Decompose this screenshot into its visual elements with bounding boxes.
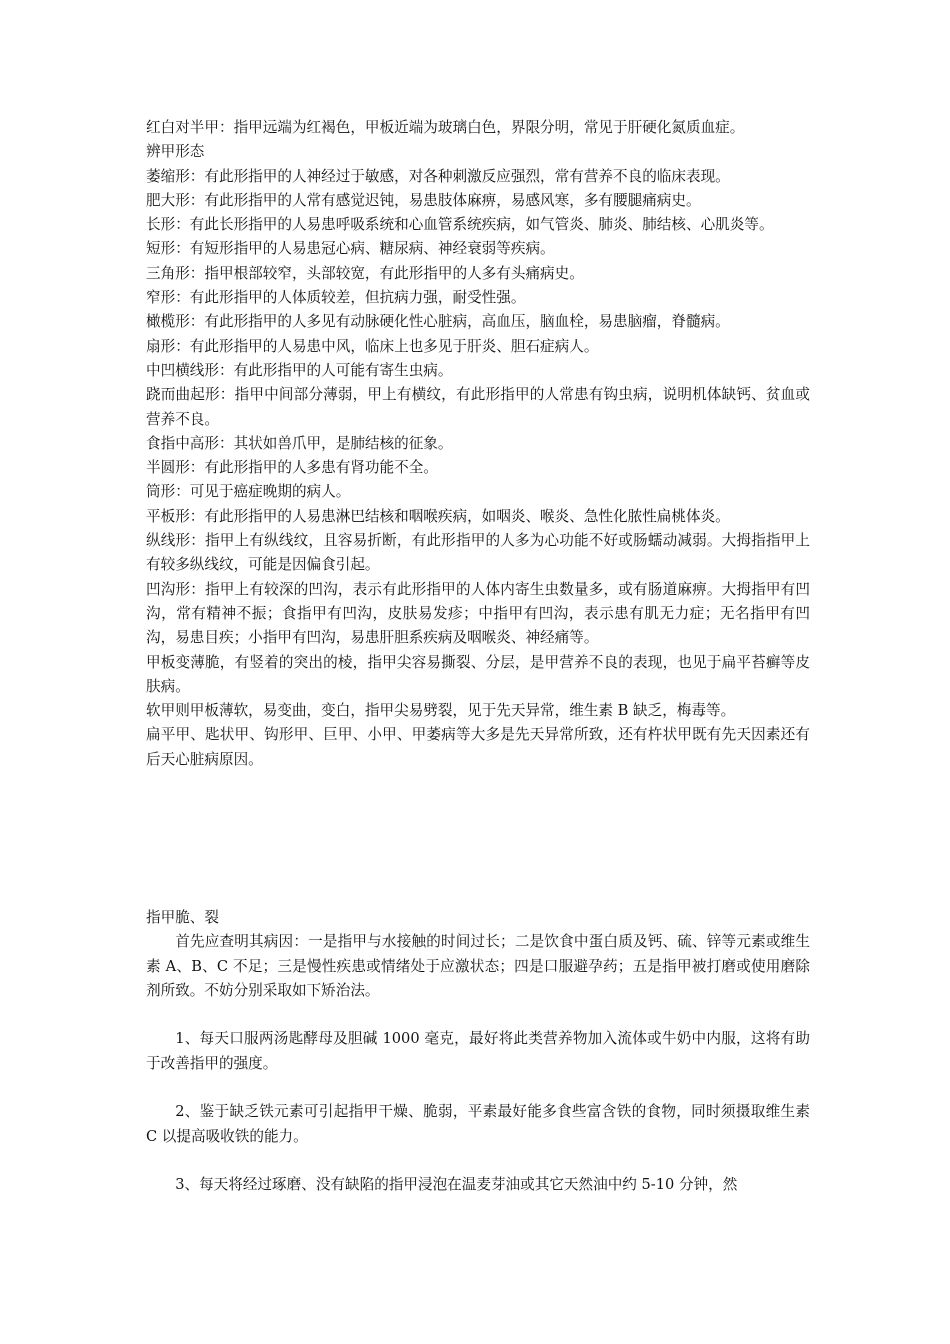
paragraph: 橄榄形：有此形指甲的人多见有动脉硬化性心脏病，高血压，脑血栓，易患脑瘤，脊髓病。 xyxy=(146,313,730,331)
paragraph: 纵线形：指甲上有纵线纹，且容易折断，有此形指甲的人多为心功能不好或肠蠕动减弱。大拇指指甲上有较多纵线纹，可能是因偏食引起。 xyxy=(146,532,810,574)
paragraph: 三角形：指甲根部较窄，头部较宽，有此形指甲的人多有头痛病史。 xyxy=(146,264,584,282)
paragraph: 软甲则甲板薄软，易变曲，变白，指甲尖易劈裂，见于先天异常，维生素 B 缺乏，梅毒等。 xyxy=(146,702,736,720)
paragraph: 中凹横线形：有此形指甲的人可能有寄生虫病。 xyxy=(146,361,453,379)
paragraph: 扇形：有此形指甲的人易患中风，临床上也多见于肝炎、胆石症病人。 xyxy=(146,337,599,355)
paragraph: 半圆形：有此形指甲的人多患有肾功能不全。 xyxy=(146,459,438,477)
paragraph: 长形：有此长形指甲的人易患呼吸系统和心血管系统疾病，如气管炎、肺炎、肺结核、心肌炎等。 xyxy=(146,216,774,234)
paragraph: 萎缩形：有此形指甲的人神经过于敏感，对各种刺激反应强烈，常有营养不良的临床表现。 xyxy=(146,167,730,185)
paragraph: 跷而曲起形：指甲中间部分薄弱，甲上有横纹，有此形指甲的人常患有钩虫病，说明机体缺钙、贫血或营养不良。 xyxy=(146,386,810,428)
paragraph: 扁平甲、匙状甲、钩形甲、巨甲、小甲、甲萎病等大多是先天异常所致，还有杵状甲既有先天因素还有后天心脏病原因。 xyxy=(146,726,810,768)
paragraph: 食指中高形：其状如兽爪甲，是肺结核的征象。 xyxy=(146,434,453,452)
paragraph: 窄形：有此形指甲的人体质较差，但抗病力强，耐受性强。 xyxy=(146,289,526,307)
paragraph: 筒形：可见于癌症晚期的病人。 xyxy=(146,483,351,501)
remedy-item: 3、每天将经过琢磨、没有缺陷的指甲浸泡在温麦芽油或其它天然油中约 5-10 分钟，然 xyxy=(175,1176,738,1194)
paragraph: 平板形：有此形指甲的人易患淋巴结核和咽喉疾病，如咽炎、喉炎、急性化脓性扁桃体炎。 xyxy=(146,507,730,525)
nail-shape-section xyxy=(146,116,810,772)
remedy-item: 1、每天口服两汤匙酵母及胆碱 1000 毫克，最好将此类营养物加入流体或牛奶中内服，这将有助于改善指甲的强度。 xyxy=(146,1030,810,1072)
paragraph: 肥大形：有此形指甲的人常有感觉迟钝，易患肢体麻痹，易感风寒，多有腰腿痛病史。 xyxy=(146,191,701,209)
paragraph: 短形：有短形指甲的人易患冠心病、糖尿病、神经衰弱等疾病。 xyxy=(146,240,555,258)
remedy-item: 2、鉴于缺乏铁元素可引起指甲干燥、脆弱，平素最好能多食些富含铁的食物，同时须摄取维生素 C 以提高吸收铁的能力。 xyxy=(146,1103,810,1145)
brittle-nails-section xyxy=(146,906,810,1198)
intro-paragraph: 首先应查明其病因：一是指甲与水接触的时间过长；二是饮食中蛋白质及钙、硫、锌等元素或维生素 A、B、C 不足；三是慢性疾患或情绪处于应激状态；四是口服避孕药；五是指甲被打磨或使用磨除剂所致。不妨分别采取如下矫治法。 xyxy=(146,933,810,999)
section-title: 指甲脆、裂 xyxy=(146,909,219,926)
paragraph: 甲板变薄脆，有竖着的突出的棱，指甲尖容易撕裂、分层，是甲营养不良的表现，也见于扁平苔癣等皮肤病。 xyxy=(146,653,810,695)
paragraph: 凹沟形：指甲上有较深的凹沟，表示有此形指甲的人体内寄生虫数量多，或有肠道麻痹。大拇指甲有凹沟，常有精神不振；食指甲有凹沟，皮肤易发疹；中指甲有凹沟，表示患有肌无力症；无名指甲有凹沟，易患目疾；小指甲有凹沟，易患肝胆系疾病及咽喉炎、神经痛等。 xyxy=(146,580,810,647)
paragraph: 红白对半甲：指甲远端为红褐色，甲板近端为玻璃白色，界限分明，常见于肝硬化氮质血症。 xyxy=(146,119,745,136)
section-heading: 辨甲形态 xyxy=(146,143,205,161)
